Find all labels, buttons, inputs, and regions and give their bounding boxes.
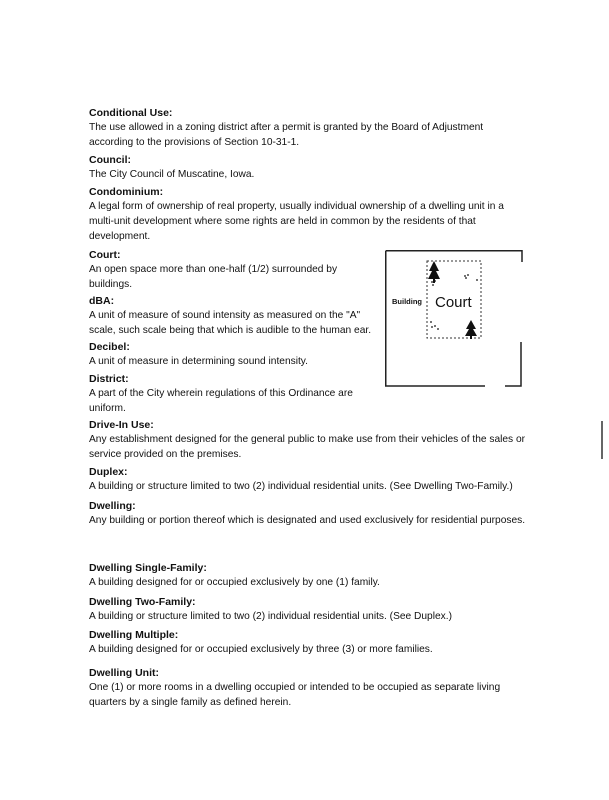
court-label: Court (435, 294, 472, 311)
definition: A building or structure limited to two (2) individual residential units. (See Dwelling Two-Family.) (89, 481, 513, 492)
entry-decibel (89, 341, 379, 369)
scan-edge-mark (601, 421, 603, 459)
term: dBA: (89, 295, 115, 307)
definition: One (1) or more rooms in a dwelling occupied or intended to be occupied as separate living quarters by a single family as defined herein. (89, 682, 501, 708)
building-label: Building (392, 297, 422, 306)
entry-duplex (89, 466, 529, 494)
term: Council: (89, 154, 131, 166)
entry-dwelling-single-family (89, 562, 529, 590)
definition: The City Council of Muscatine, Iowa. (89, 169, 255, 180)
entry-dwelling-multiple (89, 629, 529, 657)
definition: A part of the City wherein regulations of this Ordinance are uniform. (89, 388, 353, 414)
entry-conditional-use (89, 107, 529, 150)
definition: A building or structure limited to two (2) individual residential units. (See Duplex.) (89, 611, 452, 622)
term: Dwelling Two-Family: (89, 596, 196, 608)
entry-dba (89, 295, 379, 338)
term: Duplex: (89, 466, 128, 478)
tree-icon (428, 261, 440, 283)
entry-council (89, 154, 529, 182)
definition: An open space more than one-half (1/2) surrounded by buildings. (89, 264, 338, 290)
definition: A building designed for or occupied exclusively by one (1) family. (89, 577, 380, 588)
entry-dwelling (89, 500, 529, 528)
entry-dwelling-two-family (89, 596, 529, 624)
term: Dwelling: (89, 500, 136, 512)
building-wall-bottom-right (505, 342, 521, 386)
entry-condominium (89, 186, 529, 244)
entry-court (89, 249, 379, 292)
definition: Any building or portion thereof which is designated and used exclusively for residential purposes. (89, 515, 526, 526)
court-diagram (385, 250, 525, 390)
term: Conditional Use: (89, 107, 173, 119)
term: Drive-In Use: (89, 419, 154, 431)
entry-district (89, 373, 379, 416)
building-wall-top (386, 251, 522, 262)
entry-drive-in-use (89, 419, 529, 462)
definition: A unit of measure of sound intensity as measured on the "A" scale, such scale being that which is audible to the human ear. (89, 310, 372, 336)
definition: A building designed for or occupied exclusively by three (3) or more families. (89, 644, 433, 655)
tree-icon (465, 320, 477, 339)
term: Dwelling Unit: (89, 667, 159, 679)
definition: A legal form of ownership of real property, usually individual ownership of a dwelling unit in a multi-unit development where some rights are held in common by the residents of that development. (89, 201, 504, 242)
term: Condominium: (89, 186, 164, 198)
term: District: (89, 373, 129, 385)
definition: Any establishment designed for the general public to make use from their vehicles of the sales or service provided on the premises. (89, 434, 526, 460)
term: Dwelling Single-Family: (89, 562, 207, 574)
term: Court: (89, 249, 121, 261)
entry-dwelling-unit (89, 667, 529, 710)
term: Decibel: (89, 341, 130, 353)
definition: The use allowed in a zoning district after a permit is granted by the Board of Adjustment according to the provisions of Section 10-31-1. (89, 122, 484, 148)
definition: A unit of measure in determining sound intensity. (89, 356, 308, 367)
term: Dwelling Multiple: (89, 629, 179, 641)
